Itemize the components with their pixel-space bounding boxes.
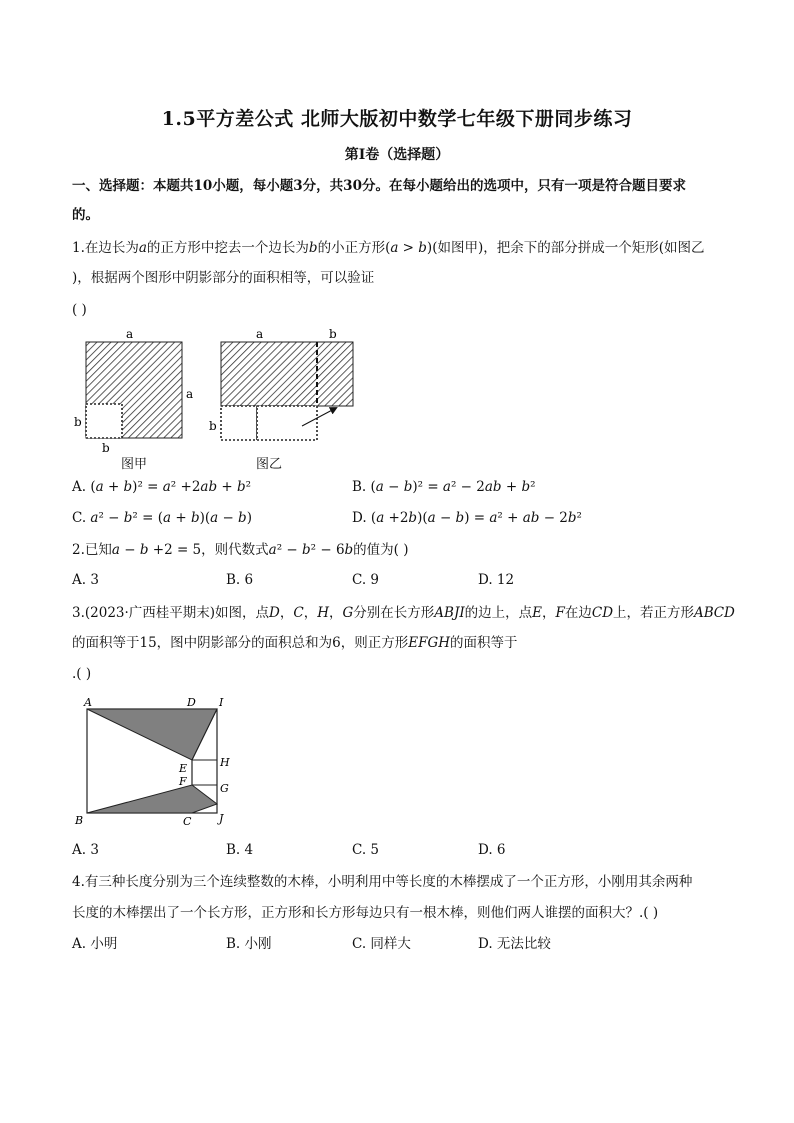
q3-label-H: H — [220, 756, 230, 769]
q1-text-line2: )，根据两个图形中阴影部分的面积相等，可以验证 — [72, 270, 375, 286]
q1-option-b[interactable]: B. (𝑎 − 𝑏)² = 𝑎² − 2𝑎𝑏 + 𝑏² — [352, 479, 536, 495]
q1-caption-a: 图甲 — [121, 457, 148, 472]
q1-fig-a-label-top: a — [126, 327, 134, 341]
q1-fig-b-label-a: a — [256, 327, 264, 341]
q2-option-d[interactable]: D. 12 — [478, 572, 515, 588]
q3-label-G: G — [220, 782, 229, 795]
q1-fig-a-label-left: b — [74, 415, 82, 429]
q3-option-c[interactable]: C. 5 — [352, 842, 380, 858]
q2-option-a[interactable]: A. 3 — [72, 572, 99, 588]
q4-option-a[interactable]: A. 小明 — [72, 936, 118, 952]
q3-label-A: A — [84, 696, 92, 709]
section-subtitle: 第I卷（选择题） — [344, 147, 450, 163]
q1-option-d[interactable]: D. (𝑎 +2𝑏)(𝑎 − 𝑏) = 𝑎² + 𝑎𝑏 − 2𝑏² — [352, 510, 582, 526]
q3-label-I: I — [219, 696, 224, 709]
q1-figure-a — [70, 326, 196, 456]
q3-text-line2: 的面积等于15，图中阴影部分的面积总和为6，则正方形𝐸𝐹𝐺𝐻的面积等于 — [72, 635, 518, 651]
q3-label-J: J — [219, 812, 224, 825]
q1-fig-a-label-right: a — [186, 387, 194, 401]
q2-option-c[interactable]: C. 9 — [352, 572, 380, 588]
q2-text: 2.已知𝑎 − 𝑏 +2 = 5，则代数式𝑎² − 𝑏² − 6𝑏的值为( ) — [72, 542, 409, 558]
q3-text-line1: 3.(2023·广西桂平期末)如图，点𝐷，𝐶，𝐻，𝐺分别在长方形𝐴𝐵𝐽𝐼的边上，点𝐸，𝐹在边𝐶𝐷上，若正方形𝐴𝐵𝐶𝐷 — [72, 605, 735, 621]
q3-figure — [70, 692, 240, 832]
q3-option-d[interactable]: D. 6 — [478, 842, 506, 858]
q4-option-b[interactable]: B. 小刚 — [226, 936, 272, 952]
q3-label-F: F — [179, 775, 187, 788]
q3-label-D: D — [187, 696, 196, 709]
q1-fig-b-label-b-top: b — [329, 327, 337, 341]
q1-fig-b-label-b-left: b — [209, 419, 217, 433]
q3-option-a[interactable]: A. 3 — [72, 842, 99, 858]
page-title: 1.5平方差公式 北师大版初中数学七年级下册同步练习 — [161, 108, 633, 130]
q1-figure-b — [206, 326, 366, 446]
q2-option-b[interactable]: B. 6 — [226, 572, 254, 588]
q4-text-line1: 4.有三种长度分别为三个连续整数的木棒，小明利用中等长度的木棒摆成了一个正方形，小刚用其余两种 — [72, 874, 693, 890]
q3-option-b[interactable]: B. 4 — [226, 842, 254, 858]
q3-label-E: E — [179, 762, 188, 775]
section-instructions-line1: 一、选择题：本题共10小题，每小题3分，共30分。在每小题给出的选项中，只有一项是符合题目要求 — [72, 178, 686, 194]
q1-caption-b: 图乙 — [256, 457, 283, 472]
q1-text-line1: 1.在边长为𝑎的正方形中挖去一个边长为𝑏的小正方形(𝑎 > 𝑏)(如图甲)，把余下的部分拼成一个矩形(如图乙 — [72, 240, 705, 256]
section-instructions-line2: 的。 — [72, 207, 99, 223]
q3-label-C: C — [183, 815, 192, 828]
q1-option-c[interactable]: C. 𝑎² − 𝑏² = (𝑎 + 𝑏)(𝑎 − 𝑏) — [72, 510, 252, 526]
q4-text-line2: 长度的木棒摆出了一个长方形，正方形和长方形每边只有一根木棒，则他们两人谁摆的面积大？.( ) — [72, 905, 659, 921]
q1-answer-bracket: ( ) — [72, 302, 87, 318]
q3-text-line3: .( ) — [72, 666, 92, 682]
q1-fig-a-label-bottom: b — [102, 441, 110, 455]
q3-label-B: B — [75, 814, 84, 827]
q4-option-c[interactable]: C. 同样大 — [352, 936, 411, 952]
q4-option-d[interactable]: D. 无法比较 — [478, 936, 551, 952]
q1-option-a[interactable]: A. (𝑎 + 𝑏)² = 𝑎² +2𝑎𝑏 + 𝑏² — [72, 479, 252, 495]
